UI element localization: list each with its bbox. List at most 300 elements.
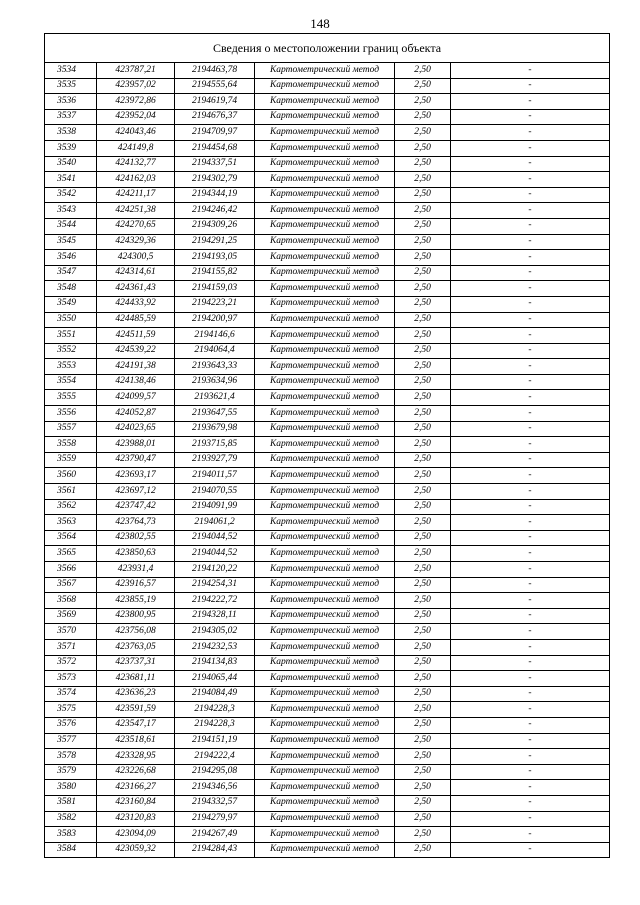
x-coordinate-cell: 424052,87 (97, 406, 175, 422)
error-cell: 2,50 (395, 780, 451, 796)
description-cell: - (451, 328, 610, 344)
error-cell: 2,50 (395, 359, 451, 375)
x-coordinate-cell: 424485,59 (97, 312, 175, 328)
table-row (45, 499, 610, 515)
method-cell: Картометрический метод (255, 359, 395, 375)
description-cell: - (451, 624, 610, 640)
table-body (45, 63, 610, 858)
point-number-cell: 3534 (45, 63, 97, 79)
table-row (45, 452, 610, 468)
point-number-cell: 3538 (45, 125, 97, 141)
y-coordinate-cell: 2194070,55 (175, 484, 255, 500)
point-number-cell: 3556 (45, 406, 97, 422)
method-cell: Картометрический метод (255, 624, 395, 640)
description-cell: - (451, 655, 610, 671)
description-cell: - (451, 94, 610, 110)
y-coordinate-cell: 2194159,03 (175, 281, 255, 297)
description-cell: - (451, 437, 610, 453)
method-cell: Картометрический метод (255, 499, 395, 515)
description-cell: - (451, 63, 610, 79)
description-cell: - (451, 749, 610, 765)
description-cell: - (451, 842, 610, 858)
y-coordinate-cell: 2194155,82 (175, 265, 255, 281)
description-cell: - (451, 312, 610, 328)
point-number-cell: 3578 (45, 749, 97, 765)
table-row (45, 359, 610, 375)
y-coordinate-cell: 2194151,19 (175, 733, 255, 749)
description-cell: - (451, 515, 610, 531)
description-cell: - (451, 764, 610, 780)
method-cell: Картометрический метод (255, 421, 395, 437)
table-row (45, 281, 610, 297)
error-cell: 2,50 (395, 140, 451, 156)
error-cell: 2,50 (395, 546, 451, 562)
point-number-cell: 3545 (45, 234, 97, 250)
point-number-cell: 3539 (45, 140, 97, 156)
error-cell: 2,50 (395, 312, 451, 328)
description-cell: - (451, 390, 610, 406)
description-cell: - (451, 562, 610, 578)
point-number-cell: 3543 (45, 203, 97, 219)
y-coordinate-cell: 2193647,55 (175, 406, 255, 422)
method-cell: Картометрический метод (255, 639, 395, 655)
table-row (45, 639, 610, 655)
table-row (45, 406, 610, 422)
y-coordinate-cell: 2194344,19 (175, 187, 255, 203)
table-row (45, 296, 610, 312)
error-cell: 2,50 (395, 343, 451, 359)
table-row (45, 312, 610, 328)
method-cell: Картометрический метод (255, 63, 395, 79)
point-number-cell: 3560 (45, 468, 97, 484)
description-cell: - (451, 250, 610, 266)
method-cell: Картометрический метод (255, 593, 395, 609)
error-cell: 2,50 (395, 795, 451, 811)
error-cell: 2,50 (395, 63, 451, 79)
y-coordinate-cell: 2194279,97 (175, 811, 255, 827)
description-cell: - (451, 406, 610, 422)
y-coordinate-cell: 2194193,05 (175, 250, 255, 266)
description-cell: - (451, 296, 610, 312)
method-cell: Картометрический метод (255, 250, 395, 266)
error-cell: 2,50 (395, 172, 451, 188)
method-cell: Картометрический метод (255, 406, 395, 422)
x-coordinate-cell: 423737,31 (97, 655, 175, 671)
point-number-cell: 3555 (45, 390, 97, 406)
point-number-cell: 3542 (45, 187, 97, 203)
error-cell: 2,50 (395, 296, 451, 312)
x-coordinate-cell: 423747,42 (97, 499, 175, 515)
section-title: Сведения о местоположении границ объекта (45, 34, 610, 63)
method-cell: Картометрический метод (255, 218, 395, 234)
point-number-cell: 3573 (45, 671, 97, 687)
y-coordinate-cell: 2194291,25 (175, 234, 255, 250)
description-cell: - (451, 780, 610, 796)
description-cell: - (451, 577, 610, 593)
point-number-cell: 3570 (45, 624, 97, 640)
x-coordinate-cell: 423802,55 (97, 530, 175, 546)
description-cell: - (451, 421, 610, 437)
point-number-cell: 3582 (45, 811, 97, 827)
y-coordinate-cell: 2193927,79 (175, 452, 255, 468)
point-number-cell: 3557 (45, 421, 97, 437)
y-coordinate-cell: 2193621,4 (175, 390, 255, 406)
x-coordinate-cell: 423328,95 (97, 749, 175, 765)
point-number-cell: 3581 (45, 795, 97, 811)
method-cell: Картометрический метод (255, 530, 395, 546)
x-coordinate-cell: 423916,57 (97, 577, 175, 593)
x-coordinate-cell: 423166,27 (97, 780, 175, 796)
x-coordinate-cell: 423518,61 (97, 733, 175, 749)
table-row (45, 468, 610, 484)
y-coordinate-cell: 2194061,2 (175, 515, 255, 531)
description-cell: - (451, 218, 610, 234)
table-row (45, 234, 610, 250)
y-coordinate-cell: 2194454,68 (175, 140, 255, 156)
method-cell: Картометрический метод (255, 452, 395, 468)
table-row (45, 203, 610, 219)
point-number-cell: 3559 (45, 452, 97, 468)
description-cell: - (451, 156, 610, 172)
point-number-cell: 3544 (45, 218, 97, 234)
description-cell: - (451, 608, 610, 624)
point-number-cell: 3568 (45, 593, 97, 609)
y-coordinate-cell: 2194676,37 (175, 109, 255, 125)
description-cell: - (451, 203, 610, 219)
error-cell: 2,50 (395, 468, 451, 484)
point-number-cell: 3579 (45, 764, 97, 780)
y-coordinate-cell: 2194346,56 (175, 780, 255, 796)
point-number-cell: 3536 (45, 94, 97, 110)
x-coordinate-cell: 423952,04 (97, 109, 175, 125)
description-cell: - (451, 717, 610, 733)
y-coordinate-cell: 2194332,57 (175, 795, 255, 811)
error-cell: 2,50 (395, 639, 451, 655)
table-row (45, 125, 610, 141)
error-cell: 2,50 (395, 608, 451, 624)
y-coordinate-cell: 2194064,4 (175, 343, 255, 359)
description-cell: - (451, 686, 610, 702)
x-coordinate-cell: 423059,32 (97, 842, 175, 858)
error-cell: 2,50 (395, 686, 451, 702)
y-coordinate-cell: 2194555,64 (175, 78, 255, 94)
y-coordinate-cell: 2194246,42 (175, 203, 255, 219)
error-cell: 2,50 (395, 515, 451, 531)
y-coordinate-cell: 2194305,02 (175, 624, 255, 640)
method-cell: Картометрический метод (255, 577, 395, 593)
description-cell: - (451, 639, 610, 655)
description-cell: - (451, 546, 610, 562)
y-coordinate-cell: 2194011,57 (175, 468, 255, 484)
error-cell: 2,50 (395, 624, 451, 640)
point-number-cell: 3561 (45, 484, 97, 500)
x-coordinate-cell: 423790,47 (97, 452, 175, 468)
method-cell: Картометрический метод (255, 374, 395, 390)
x-coordinate-cell: 424300,5 (97, 250, 175, 266)
y-coordinate-cell: 2194228,3 (175, 717, 255, 733)
table-row (45, 608, 610, 624)
table-row (45, 811, 610, 827)
x-coordinate-cell: 424043,46 (97, 125, 175, 141)
method-cell: Картометрический метод (255, 827, 395, 843)
boundary-coordinates-table (44, 33, 610, 858)
y-coordinate-cell: 2193679,98 (175, 421, 255, 437)
table-row (45, 172, 610, 188)
table-row (45, 218, 610, 234)
description-cell: - (451, 78, 610, 94)
point-number-cell: 3565 (45, 546, 97, 562)
y-coordinate-cell: 2194709,97 (175, 125, 255, 141)
table-row (45, 780, 610, 796)
point-number-cell: 3584 (45, 842, 97, 858)
x-coordinate-cell: 424132,77 (97, 156, 175, 172)
x-coordinate-cell: 423591,59 (97, 702, 175, 718)
description-cell: - (451, 484, 610, 500)
method-cell: Картометрический метод (255, 140, 395, 156)
method-cell: Картометрический метод (255, 234, 395, 250)
point-number-cell: 3574 (45, 686, 97, 702)
description-cell: - (451, 499, 610, 515)
table-row (45, 671, 610, 687)
error-cell: 2,50 (395, 827, 451, 843)
error-cell: 2,50 (395, 78, 451, 94)
y-coordinate-cell: 2194084,49 (175, 686, 255, 702)
description-cell: - (451, 795, 610, 811)
method-cell: Картометрический метод (255, 562, 395, 578)
x-coordinate-cell: 423931,4 (97, 562, 175, 578)
method-cell: Картометрический метод (255, 546, 395, 562)
table-row (45, 156, 610, 172)
method-cell: Картометрический метод (255, 608, 395, 624)
y-coordinate-cell: 2194267,49 (175, 827, 255, 843)
x-coordinate-cell: 423756,08 (97, 624, 175, 640)
x-coordinate-cell: 423547,17 (97, 717, 175, 733)
table-row (45, 187, 610, 203)
description-cell: - (451, 733, 610, 749)
error-cell: 2,50 (395, 717, 451, 733)
table-row (45, 78, 610, 94)
table-row (45, 702, 610, 718)
table-row (45, 328, 610, 344)
method-cell: Картометрический метод (255, 94, 395, 110)
method-cell: Картометрический метод (255, 795, 395, 811)
method-cell: Картометрический метод (255, 156, 395, 172)
error-cell: 2,50 (395, 125, 451, 141)
error-cell: 2,50 (395, 250, 451, 266)
table-row (45, 390, 610, 406)
table-row (45, 795, 610, 811)
method-cell: Картометрический метод (255, 717, 395, 733)
x-coordinate-cell: 423850,63 (97, 546, 175, 562)
point-number-cell: 3558 (45, 437, 97, 453)
table-row (45, 343, 610, 359)
y-coordinate-cell: 2194222,72 (175, 593, 255, 609)
error-cell: 2,50 (395, 187, 451, 203)
table-row (45, 546, 610, 562)
point-number-cell: 3572 (45, 655, 97, 671)
point-number-cell: 3577 (45, 733, 97, 749)
table-row (45, 109, 610, 125)
table-row (45, 421, 610, 437)
y-coordinate-cell: 2194309,26 (175, 218, 255, 234)
method-cell: Картометрический метод (255, 515, 395, 531)
y-coordinate-cell: 2194065,44 (175, 671, 255, 687)
table-row (45, 749, 610, 765)
error-cell: 2,50 (395, 749, 451, 765)
error-cell: 2,50 (395, 671, 451, 687)
point-number-cell: 3535 (45, 78, 97, 94)
y-coordinate-cell: 2194228,3 (175, 702, 255, 718)
y-coordinate-cell: 2194223,21 (175, 296, 255, 312)
error-cell: 2,50 (395, 421, 451, 437)
method-cell: Картометрический метод (255, 172, 395, 188)
x-coordinate-cell: 424329,36 (97, 234, 175, 250)
boundary-table-container (44, 33, 609, 858)
table-row (45, 717, 610, 733)
y-coordinate-cell: 2194091,99 (175, 499, 255, 515)
error-cell: 2,50 (395, 655, 451, 671)
y-coordinate-cell: 2193715,85 (175, 437, 255, 453)
table-row (45, 733, 610, 749)
description-cell: - (451, 172, 610, 188)
y-coordinate-cell: 2194134,83 (175, 655, 255, 671)
table-row (45, 515, 610, 531)
method-cell: Картометрический метод (255, 187, 395, 203)
point-number-cell: 3551 (45, 328, 97, 344)
error-cell: 2,50 (395, 733, 451, 749)
method-cell: Картометрический метод (255, 842, 395, 858)
table-row (45, 265, 610, 281)
method-cell: Картометрический метод (255, 265, 395, 281)
table-row (45, 562, 610, 578)
x-coordinate-cell: 423800,95 (97, 608, 175, 624)
description-cell: - (451, 125, 610, 141)
error-cell: 2,50 (395, 530, 451, 546)
x-coordinate-cell: 423855,19 (97, 593, 175, 609)
method-cell: Картометрический метод (255, 780, 395, 796)
x-coordinate-cell: 424023,65 (97, 421, 175, 437)
error-cell: 2,50 (395, 374, 451, 390)
x-coordinate-cell: 423972,86 (97, 94, 175, 110)
method-cell: Картометрический метод (255, 203, 395, 219)
method-cell: Картометрический метод (255, 811, 395, 827)
point-number-cell: 3540 (45, 156, 97, 172)
y-coordinate-cell: 2194619,74 (175, 94, 255, 110)
error-cell: 2,50 (395, 234, 451, 250)
point-number-cell: 3566 (45, 562, 97, 578)
x-coordinate-cell: 424211,17 (97, 187, 175, 203)
description-cell: - (451, 281, 610, 297)
point-number-cell: 3576 (45, 717, 97, 733)
y-coordinate-cell: 2194328,11 (175, 608, 255, 624)
x-coordinate-cell: 423787,21 (97, 63, 175, 79)
x-coordinate-cell: 423636,23 (97, 686, 175, 702)
error-cell: 2,50 (395, 811, 451, 827)
point-number-cell: 3562 (45, 499, 97, 515)
method-cell: Картометрический метод (255, 296, 395, 312)
point-number-cell: 3580 (45, 780, 97, 796)
y-coordinate-cell: 2194120,22 (175, 562, 255, 578)
x-coordinate-cell: 423681,11 (97, 671, 175, 687)
error-cell: 2,50 (395, 156, 451, 172)
error-cell: 2,50 (395, 499, 451, 515)
y-coordinate-cell: 2194044,52 (175, 546, 255, 562)
error-cell: 2,50 (395, 406, 451, 422)
point-number-cell: 3571 (45, 639, 97, 655)
point-number-cell: 3547 (45, 265, 97, 281)
point-number-cell: 3550 (45, 312, 97, 328)
description-cell: - (451, 811, 610, 827)
x-coordinate-cell: 424099,57 (97, 390, 175, 406)
table-row (45, 437, 610, 453)
description-cell: - (451, 359, 610, 375)
error-cell: 2,50 (395, 452, 451, 468)
error-cell: 2,50 (395, 218, 451, 234)
description-cell: - (451, 187, 610, 203)
y-coordinate-cell: 2193643,33 (175, 359, 255, 375)
description-cell: - (451, 234, 610, 250)
table-row (45, 655, 610, 671)
point-number-cell: 3554 (45, 374, 97, 390)
point-number-cell: 3548 (45, 281, 97, 297)
table-row (45, 686, 610, 702)
method-cell: Картометрический метод (255, 125, 395, 141)
x-coordinate-cell: 423693,17 (97, 468, 175, 484)
description-cell: - (451, 109, 610, 125)
method-cell: Картометрический метод (255, 328, 395, 344)
table-row (45, 63, 610, 79)
error-cell: 2,50 (395, 281, 451, 297)
x-coordinate-cell: 424314,61 (97, 265, 175, 281)
table-row (45, 140, 610, 156)
description-cell: - (451, 702, 610, 718)
x-coordinate-cell: 424433,92 (97, 296, 175, 312)
error-cell: 2,50 (395, 328, 451, 344)
point-number-cell: 3569 (45, 608, 97, 624)
method-cell: Картометрический метод (255, 78, 395, 94)
y-coordinate-cell: 2194463,78 (175, 63, 255, 79)
table-row (45, 530, 610, 546)
table-row (45, 593, 610, 609)
y-coordinate-cell: 2194302,79 (175, 172, 255, 188)
y-coordinate-cell: 2194232,53 (175, 639, 255, 655)
y-coordinate-cell: 2194254,31 (175, 577, 255, 593)
description-cell: - (451, 265, 610, 281)
x-coordinate-cell: 424361,43 (97, 281, 175, 297)
y-coordinate-cell: 2194295,08 (175, 764, 255, 780)
point-number-cell: 3564 (45, 530, 97, 546)
method-cell: Картометрический метод (255, 484, 395, 500)
description-cell: - (451, 452, 610, 468)
method-cell: Картометрический метод (255, 655, 395, 671)
method-cell: Картометрический метод (255, 312, 395, 328)
point-number-cell: 3575 (45, 702, 97, 718)
y-coordinate-cell: 2193634,96 (175, 374, 255, 390)
table-row (45, 624, 610, 640)
table-row (45, 484, 610, 500)
description-cell: - (451, 671, 610, 687)
description-cell: - (451, 530, 610, 546)
point-number-cell: 3563 (45, 515, 97, 531)
x-coordinate-cell: 424138,46 (97, 374, 175, 390)
page-number: 148 (310, 16, 330, 31)
method-cell: Картометрический метод (255, 749, 395, 765)
table-row (45, 764, 610, 780)
method-cell: Картометрический метод (255, 733, 395, 749)
table-row (45, 250, 610, 266)
section-header-row (45, 34, 610, 63)
point-number-cell: 3567 (45, 577, 97, 593)
